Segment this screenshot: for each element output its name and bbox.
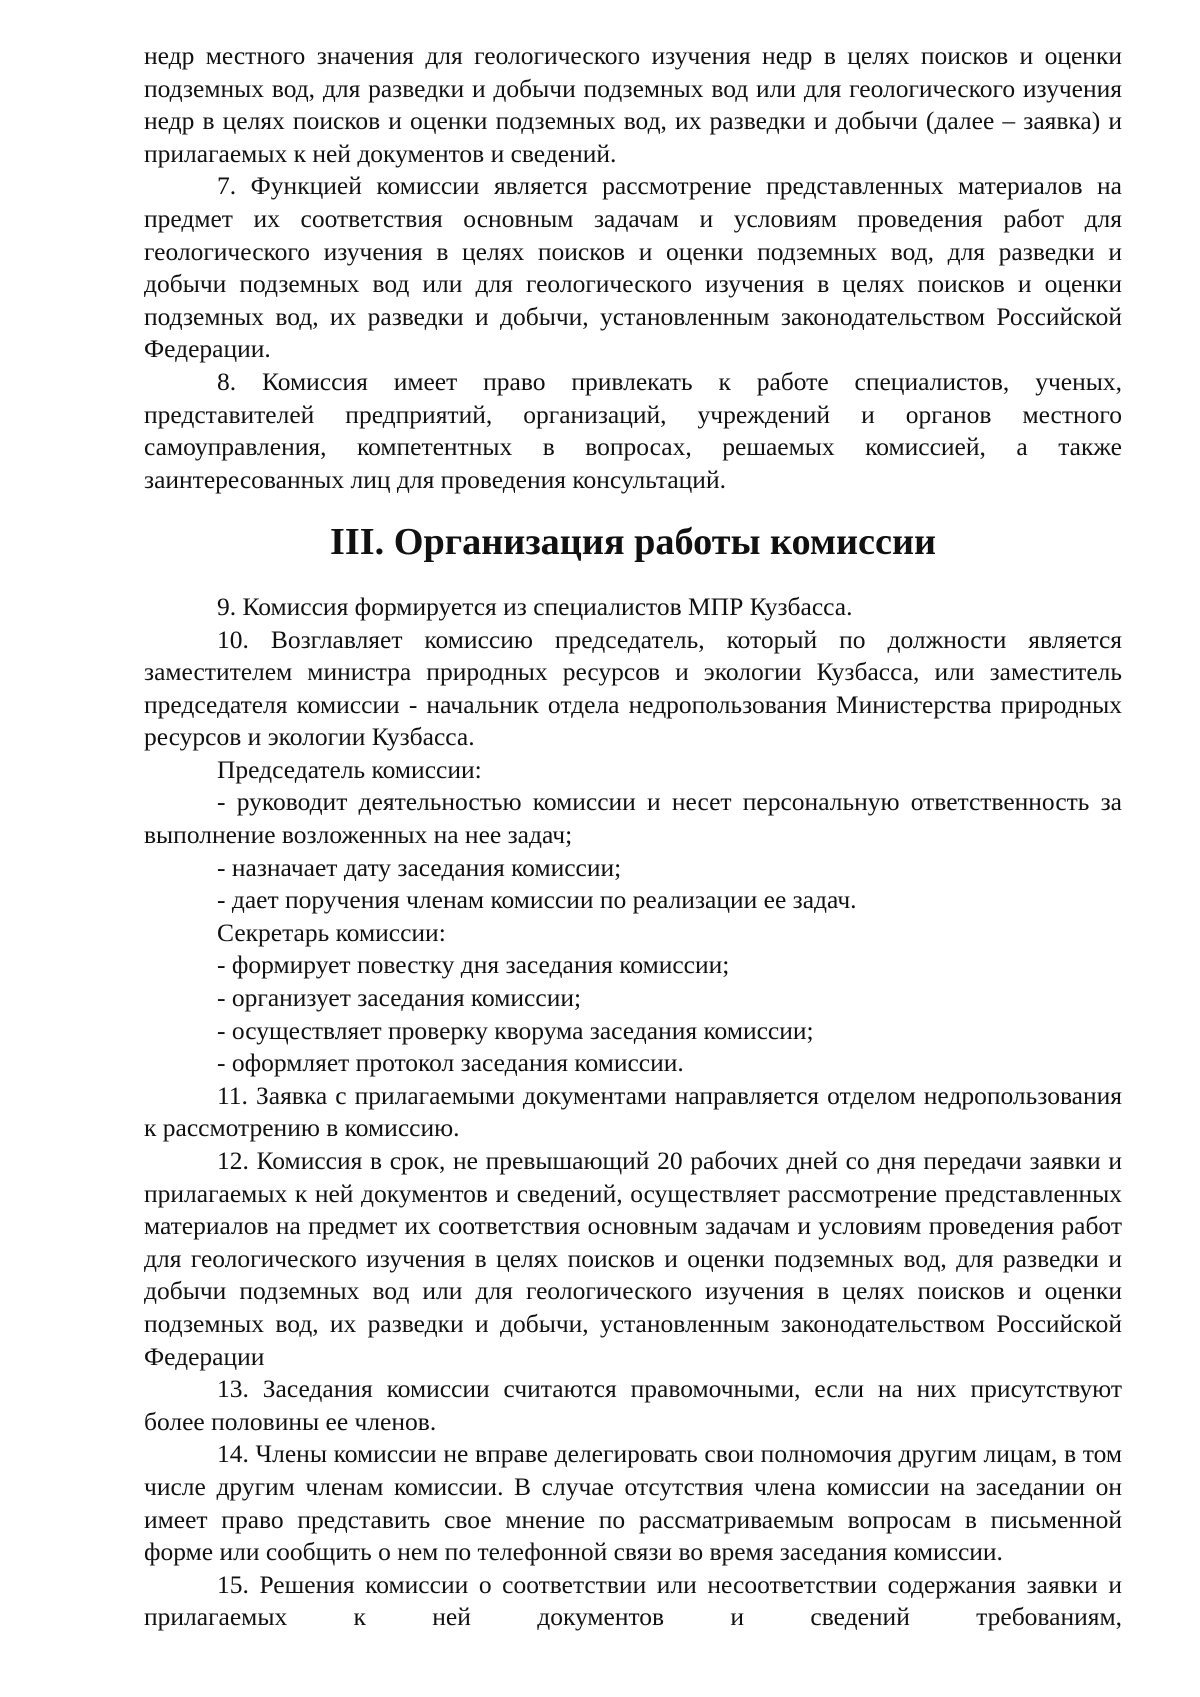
paragraph-7: 7. Функцией комиссии является рассмотрение представленных материалов на предмет их соответствия основным задачам и условиям проведения работ для геологического изучения в целях поисков и оценки подземных вод, для разведки и добычи подземных вод или для геологического изучения в целях поисков и оценки подземных вод, их разведки и добычи, установленным законодательством Российской Федерации. [144,171,1122,364]
paragraph-8: 8. Комиссия имеет право привлекать к работе специалистов, ученых, представителей предприятий, организаций, учреждений и органов местного самоуправления, компетентных в вопросах, решаемых комиссией, а также заинтересованных лиц для проведения консультаций. [144,366,1122,494]
paragraph-15: 15. Решения комиссии о соответствии или несоответствии содержания заявки и прилагаемых к ней документов и сведений требованиям, [144,1569,1122,1632]
chair-label: Председатель комиссии: [217,754,482,784]
paragraph-13: 13. Заседания комиссии считаются правомочными, если на них присутствуют более половины ее членов. [144,1374,1122,1436]
secretary-duty-3: - осуществляет проверку кворума заседания комиссии; [217,1015,814,1045]
paragraph-10: 10. Возглавляет комиссию председатель, который по должности является заместителем министра природных ресурсов и экологии Кузбасса, или заместитель председателя комиссии - начальник отдела недропользования Министерства природных ресурсов и экологии Кузбасса. [144,624,1122,752]
paragraph-14: 14. Члены комиссии не вправе делегировать свои полномочия другим лицам, в том числе другим членам комиссии. В случае отсутствия члена комиссии на заседании он имеет право представить свое мнение по рассматриваемым вопросам в письменной форме или сообщить о нем по телефонной связи во время заседания комиссии. [144,1439,1122,1567]
document-page [144,40,1122,1634]
secretary-label: Секретарь комиссии: [217,917,446,947]
chair-duty-2: - назначает дату заседания комиссии; [217,852,622,882]
chair-duty-3: - дает поручения членам комиссии по реализации ее задач. [217,885,857,915]
secretary-duty-2: - организует заседания комиссии; [217,983,582,1013]
chair-duty-1: - руководит деятельностью комиссии и несет персональную ответственность за выполнение возложенных на нее задач; [144,787,1122,850]
paragraph-12: 12. Комиссия в срок, не превышающий 20 рабочих дней со дня передачи заявки и прилагаемых к ней документов и сведений, осуществляет рассмотрение представленных материалов на предмет их соответствия основным задачам и условиям проведения работ для геологического изучения в целях поисков и оценки подземных вод, для разведки и добычи подземных вод или для геологического изучения в целях поисков и оценки подземных вод, их разведки и добычи, установленным законодательством Российской Федерации [144,1146,1122,1371]
paragraph-11: 11. Заявка с прилагаемыми документами направляется отделом недропользования к рассмотрению в комиссию. [144,1080,1122,1143]
paragraph-continuation: недр местного значения для геологического изучения недр в целях поисков и оценки подземных вод, для разведки и добычи подземных вод или для геологического изучения недр в целях поисков и оценки подземных вод, их разведки и добычи (далее – заявка) и прилагаемых к ней документов и сведений. [144,41,1122,168]
paragraph-9: 9. Комиссия формируется из специалистов МПР Кузбасса. [217,591,853,621]
section-heading: III. Организация работы комиссии [329,521,937,564]
paragraphs-after [144,591,1122,1634]
secretary-duty-4: - оформляет протокол заседания комиссии. [217,1048,684,1078]
secretary-duty-1: - формирует повестку дня заседания комиссии; [217,950,730,980]
paragraphs-before [144,40,1122,496]
